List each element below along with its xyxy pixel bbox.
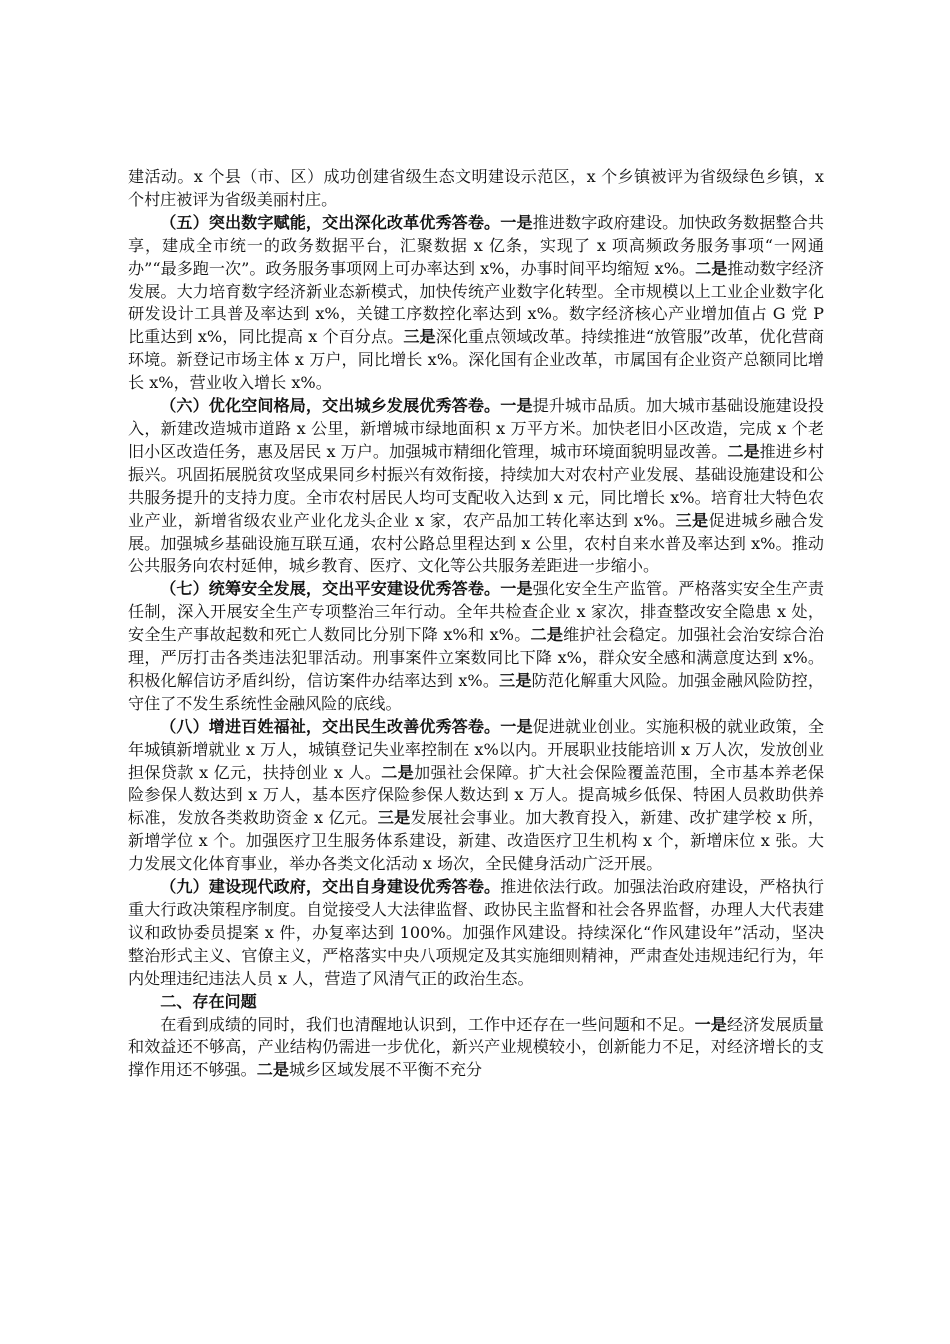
paragraph-section-8-welfare [128,716,824,876]
item-marker: 二是 [695,258,728,278]
item-marker: 二是 [256,1060,289,1080]
item-marker: 一是 [694,1014,727,1034]
text-run: 在看到成绩的同时，我们也清醒地认识到，工作中还存在一些问题和不足。 [160,1014,695,1034]
paragraph-ecology-continued [128,166,824,212]
text-run: 发展社会事业。加大教育投入，新建、改扩建学校 x 所，新增学位 x 个。加强医疗卫生服务体系建设，新建、改造医疗卫生机构 x 个，新增床位 x 张。大力发展文化体育事业，举办各类文化活动 x 场次，全民健身活动广泛开展。 [128,808,825,874]
paragraph-section-6-spatial [128,395,824,578]
item-marker: 一是 [500,396,533,416]
item-marker: 三是 [403,327,436,347]
section-heading: （六）优化空间格局，交出城乡发展优秀答卷。 [160,396,501,416]
section-heading: （五）突出数字赋能，交出深化改革优秀答卷。 [160,212,501,232]
text-run: 提升城市品质。加大城市基础设施建设投入，新建改造城市道路 x 公里，新增城市绿地面积 x 万平方米。加快老旧小区改造，完成 x 个老旧小区改造任务，惠及居民 x 万户。加强城市精细化管理，城市环境面貌明显改善。 [128,396,825,461]
text-run: 推进乡村振兴。巩固拓展脱贫攻坚成果同乡村振兴有效衔接，持续加大对农村产业发展、基础设施建设和公共服务提升的支持力度。全市农村居民人均可支配收入达到 x 元，同比增长 x%。培育壮大特色农业产业，新增省级农业产业化龙头企业 x 家，农产品加工转化率达到 x%。 [128,441,825,530]
item-marker: 二是 [727,441,760,461]
item-marker: 一是 [500,212,533,232]
text-run: 城乡区域发展不平衡不充分 [288,1060,483,1080]
paragraph-problems [128,1014,824,1083]
paragraph-section-7-safety [128,578,824,715]
item-marker: 二是 [530,625,564,645]
text-run: 推进依法行政。加强法治政府建设，严格执行重大行政决策程序制度。自觉接受人大法律监督、政协民主监督和社会各界监督，办理人大代表建议和政协委员提案 x 件，办复率达到 100%。加强作风建设。持续深化“作风建设年”活动，坚决整治形式主义、官僚主义，严格落实中央八项规定及其实施细则精神，严肃查处违规违纪行为，年内处理违纪违法人员 x 人，营造了风清气正的政治生态。 [128,877,825,988]
section-heading: （九）建设现代政府，交出自身建设优秀答卷。 [160,877,501,897]
text-run: 推进数字政府建设。加快政务数据整合共享，建成全市统一的政务数据平台，汇聚数据 x 亿条，实现了 x 项高频政务服务事项“一网通办”“最多跑一次”。政务服务事项网上可办率达到 x%，办事时间平均缩短 x%。 [128,212,825,278]
paragraph-section-5-digital [128,212,824,395]
text-run: 强化安全生产监管。严格落实安全生产责任制，深入开展安全生产专项整治三年行动。全年共检查企业 x 家次，排查整改安全隐患 x 处，安全生产事故起数和死亡人数同比分别下降 x%和 x%。 [128,579,825,645]
text-run: 防范化解重大风险。加强金融风险防控，守住了不发生系统性金融风险的底线。 [128,670,825,713]
item-marker: 三是 [675,510,709,530]
text-run: 促进就业创业。实施积极的就业政策，全年城镇新增就业 x 万人，城镇登记失业率控制在 x%以内。开展职业技能培训 x 万人次，发放创业担保贷款 x 亿元，扶持创业 x 人。 [128,716,825,782]
section-heading: 二、存在问题 [160,991,257,1011]
document-body [128,166,824,1082]
item-marker: 二是 [381,762,415,782]
paragraph-section-9-government [128,876,824,991]
section-heading: （八）增进百姓福祉，交出民生改善优秀答卷。 [160,716,501,736]
text-run: 维护社会稳定。加强社会治安综合治理，严厉打击各类违法犯罪活动。刑事案件立案数同比下降 x%，群众安全感和满意度达到 x%。积极化解信访矛盾纠纷，信访案件办结率达到 x%。 [128,625,825,690]
text-run: 推动数字经济发展。大力培育数字经济新业态新模式，加快传统产业数字化转型。全市规模以上工业企业数字化研发设计工具普及率达到 x%，关键工序数控化率达到 x%。数字经济核心产业增加值占 G 党 P 比重达到 x%，同比提高 x 个百分点。 [128,258,825,347]
text-run: 深化重点领域改革。持续推进“放管服”改革，优化营商环境。新登记市场主体 x 万户，同比增长 x%。深化国有企业改革，市属国有企业资产总额同比增长 x%，营业收入增长 x%。 [128,327,824,393]
item-marker: 一是 [500,579,533,599]
item-marker: 一是 [500,716,533,736]
text-run: 经济发展质量和效益还不够高，产业结构仍需进一步优化，新兴产业规模较小，创新能力不足，对经济增长的支撑作用还不够强。 [128,1014,825,1080]
section-heading: （七）统筹安全发展，交出平安建设优秀答卷。 [160,579,501,599]
text-run: 促进城乡融合发展。加强城乡基础设施互联互通，农村公路总里程达到 x 公里，农村自来水普及率达到 x%。推动公共服务向农村延伸，城乡教育、医疗、文化等公共服务差距进一步缩小。 [128,510,825,576]
item-marker: 三是 [377,808,411,828]
text-run: 建活动。x 个县（市、区）成功创建省级生态文明建设示范区，x 个乡镇被评为省级绿色乡镇，x 个村庄被评为省级美丽村庄。 [128,167,824,209]
heading-existing-problems [128,991,824,1014]
text-run: 加强社会保障。扩大社会保险覆盖范围，全市基本养老保险参保人数达到 x 万人，基本医疗保险参保人数达到 x 万人。提高城乡低保、特困人员救助供养标准，发放各类救助资金 x 亿元。 [128,762,825,828]
item-marker: 三是 [499,670,532,690]
